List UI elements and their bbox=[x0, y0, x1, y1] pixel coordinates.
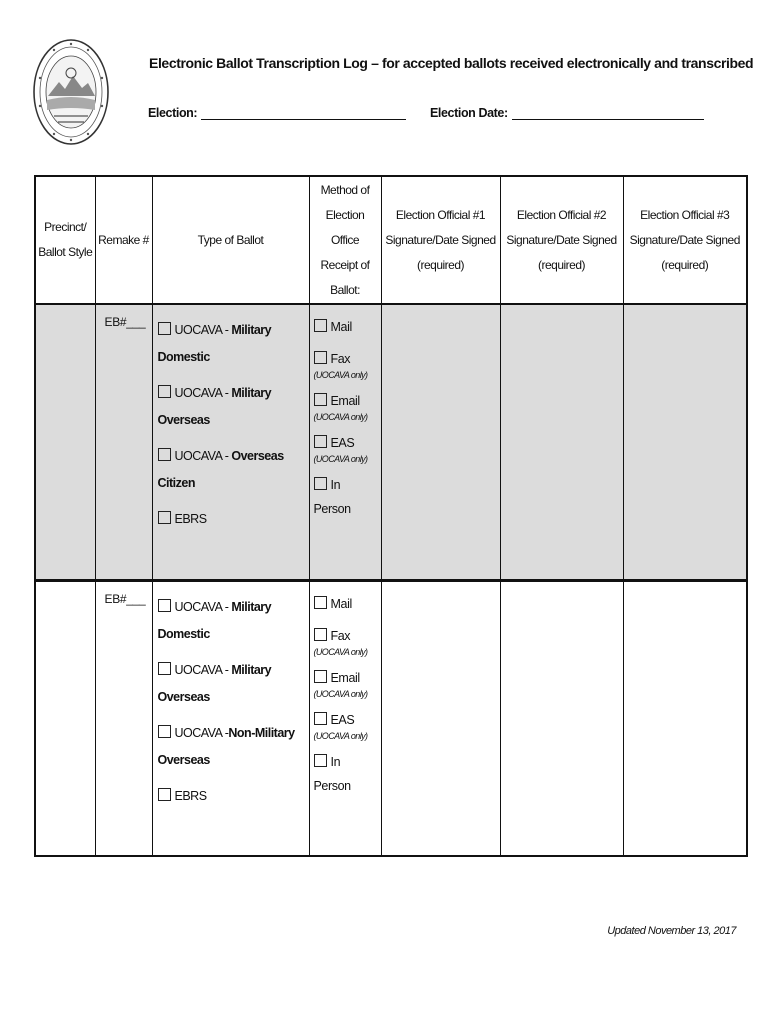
col-method: Method of Election Office Receipt of Ballot: bbox=[309, 176, 381, 304]
checkbox-icon[interactable] bbox=[158, 322, 171, 335]
checkbox-icon[interactable] bbox=[314, 351, 327, 364]
official-1-signature-cell[interactable] bbox=[381, 580, 500, 856]
checkbox-icon[interactable] bbox=[314, 712, 327, 725]
checkbox-icon[interactable] bbox=[314, 319, 327, 332]
table-row bbox=[35, 304, 747, 580]
type-option-military-overseas[interactable]: UOCAVA - Military Overseas bbox=[157, 662, 272, 704]
election-date-field bbox=[430, 106, 704, 120]
remake-number: EB#___ bbox=[104, 315, 146, 329]
type-option-military-domestic[interactable]: UOCAVA - Military Domestic bbox=[157, 323, 272, 364]
checkbox-icon[interactable] bbox=[158, 662, 171, 675]
method-cell bbox=[309, 304, 381, 580]
method-option-mail[interactable]: Mail bbox=[314, 315, 379, 339]
checkbox-icon[interactable] bbox=[314, 435, 327, 448]
method-option-eas[interactable]: EAS (UOCAVA only) bbox=[313, 712, 368, 741]
type-option-military-overseas[interactable]: UOCAVA - Military Overseas bbox=[157, 386, 272, 427]
official-3-signature-cell[interactable] bbox=[623, 304, 747, 580]
precinct-cell[interactable] bbox=[35, 304, 95, 580]
table-header-row bbox=[35, 176, 747, 304]
method-option-mail[interactable]: Mail bbox=[314, 592, 379, 616]
remake-number: EB#___ bbox=[104, 591, 146, 606]
type-option-ebrs[interactable]: EBRS bbox=[158, 783, 305, 810]
type-option-ebrs[interactable]: EBRS bbox=[158, 506, 305, 533]
election-date-label: Election Date: bbox=[430, 106, 508, 120]
method-option-email[interactable]: Email (UOCAVA only) bbox=[313, 670, 368, 699]
precinct-cell[interactable] bbox=[35, 580, 95, 856]
checkbox-icon[interactable] bbox=[314, 596, 327, 609]
col-official-3: Election Official #3 Signature/Date Signed (required) bbox=[623, 176, 747, 304]
col-official-2: Election Official #2 Signature/Date Signed (required) bbox=[500, 176, 623, 304]
remake-cell[interactable] bbox=[95, 580, 152, 856]
official-1-signature-cell[interactable] bbox=[381, 304, 500, 580]
official-2-signature-cell[interactable] bbox=[500, 304, 623, 580]
checkbox-icon[interactable] bbox=[158, 725, 171, 738]
checkbox-icon[interactable] bbox=[314, 628, 327, 641]
election-blank[interactable] bbox=[201, 107, 406, 120]
method-option-fax[interactable]: Fax (UOCAVA only) bbox=[313, 352, 368, 380]
type-option-non-military-overseas[interactable]: UOCAVA -Non-Military Overseas bbox=[157, 725, 295, 767]
checkbox-icon[interactable] bbox=[158, 788, 171, 801]
election-field bbox=[148, 106, 406, 120]
official-3-signature-cell[interactable] bbox=[623, 580, 747, 856]
type-cell bbox=[152, 304, 309, 580]
method-option-in-person[interactable]: In Person bbox=[313, 478, 351, 516]
col-precinct: Precinct/ Ballot Style bbox=[35, 176, 95, 304]
checkbox-icon[interactable] bbox=[158, 448, 171, 461]
col-remake: Remake # bbox=[95, 176, 152, 304]
official-2-signature-cell[interactable] bbox=[500, 580, 623, 856]
checkbox-icon[interactable] bbox=[314, 754, 327, 767]
checkbox-icon[interactable] bbox=[314, 393, 327, 406]
col-official-1: Election Official #1 Signature/Date Signed (required) bbox=[381, 176, 500, 304]
method-cell bbox=[309, 580, 381, 856]
transcription-log-table bbox=[34, 175, 748, 857]
election-label: Election: bbox=[148, 106, 198, 120]
type-option-military-domestic[interactable]: UOCAVA - Military Domestic bbox=[157, 599, 272, 641]
page-title: Electronic Ballot Transcription Log – for accepted ballots received electronically and transcribed bbox=[149, 55, 754, 71]
checkbox-icon[interactable] bbox=[314, 477, 327, 490]
election-date-blank[interactable] bbox=[512, 107, 704, 120]
checkbox-icon[interactable] bbox=[158, 385, 171, 398]
checkbox-icon[interactable] bbox=[158, 599, 171, 612]
method-option-in-person[interactable]: In Person bbox=[313, 754, 351, 793]
method-option-email[interactable]: Email (UOCAVA only) bbox=[313, 394, 368, 422]
method-option-fax[interactable]: Fax (UOCAVA only) bbox=[313, 628, 368, 657]
table-row bbox=[35, 580, 747, 856]
method-option-eas[interactable]: EAS (UOCAVA only) bbox=[313, 436, 368, 464]
updated-date: Updated November 13, 2017 bbox=[607, 925, 736, 937]
remake-cell[interactable] bbox=[95, 304, 152, 580]
state-seal-icon bbox=[32, 38, 110, 146]
checkbox-icon[interactable] bbox=[158, 511, 171, 524]
type-cell bbox=[152, 580, 309, 856]
checkbox-icon[interactable] bbox=[314, 670, 327, 683]
col-type-of-ballot: Type of Ballot bbox=[152, 176, 309, 304]
type-option-overseas-citizen[interactable]: UOCAVA - Overseas Citizen bbox=[157, 449, 284, 490]
